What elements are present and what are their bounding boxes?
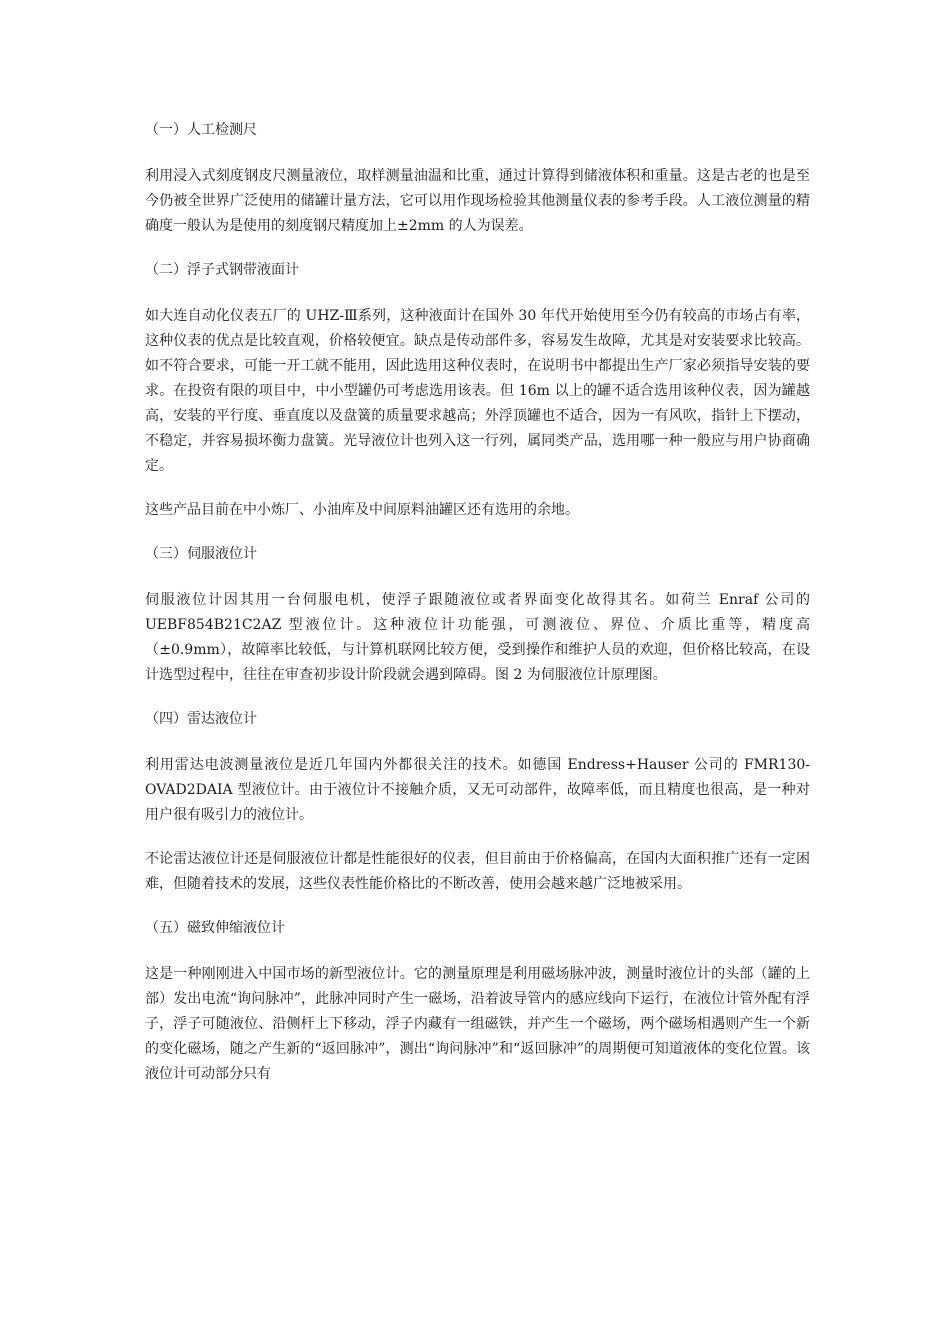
section-4-paragraph-1: 利用雷达电波测量液位是近几年国内外都很关注的技术。如德国 Endress+Hauser 公司的 FMR130-OVAD2DAIA 型液位计。由于液位计不接触介质，又无可动部件，故障率低，而且精度也很高，是一种对用户很有吸引力的液位计。	[145, 757, 810, 823]
section-4-paragraph-2: 不论雷达液位计还是伺服液位计都是性能很好的仪表，但目前由于价格偏高，在国内大面积推广还有一定困难，但随着技术的发展，这些仪表性能价格比的不断改善，使用会越来越广泛地被采用。	[145, 851, 810, 892]
section-2-paragraph-1: 如大连自动化仪表五厂的 UHZ-Ⅲ系列，这种液面计在国外 30 年代开始使用至今仍有较高的市场占有率，这种仪表的优点是比较直观，价格较便宜。缺点是传动部件多，容易发生故障，尤其是对安装要求比较高。如不符合要求，可能一开工就不能用，因此选用这种仪表时，在说明书中都提出生产厂家必须指导安装的要求。在投资有限的项目中，中小型罐仍可考虑选用该表。但 16m 以上的罐不适合选用该种仪表，因为罐越高，安装的平行度、垂直度以及盘簧的质量要求越高；外浮顶罐也不适合，因为一有风吹，指针上下摆动，不稳定，并容易损坏衡力盘簧。光导液位计也列入这一行列，属同类产品，选用哪一种一般应与用户协商确定。	[145, 308, 810, 474]
section-heading-1: （一）人工检测尺	[145, 122, 257, 138]
section-5-paragraph-1: 这是一种刚刚进入中国市场的新型液位计。它的测量原理是利用磁场脉冲波，测量时液位计的头部（罐的上部）发出电流“询问脉冲”，此脉冲同时产生一磁场，沿着波导管内的感应线向下运行，在液位计管外配有浮子，浮子可随液位、沿侧杆上下移动，浮子内藏有一组磁铁，并产生一个磁场，两个磁场相遇则产生一个新的变化磁场，随之产生新的“返回脉冲”，测出“询问脉冲”和“返回脉冲”的周期便可知道液体的变化位置。该液位计可动部分只有	[145, 966, 810, 1082]
document-body	[145, 118, 810, 1106]
section-2-paragraph-2: 这些产品目前在中小炼厂、小油库及中间原料油罐区还有选用的余地。	[145, 502, 579, 518]
section-heading-2: （二）浮子式钢带液面计	[145, 262, 299, 278]
section-heading-4: （四）雷达液位计	[145, 711, 257, 727]
section-1-paragraph-1: 利用浸入式刻度钢皮尺测量液位，取样测量油温和比重，通过计算得到储液体积和重量。这是古老的也是至今仍被全世界广泛使用的储罐计量方法，它可以用作现场检验其他测量仪表的参考手段。人工液位测量的精确度一般认为是使用的刻度钢尺精度加上±2mm 的人为误差。	[145, 168, 810, 234]
section-heading-3: （三）伺服液位计	[145, 546, 257, 562]
section-3-paragraph-1: 伺服液位计因其用一台伺服电机，使浮子跟随液位或者界面变化故得其名。如荷兰 Enraf 公司的 UEBF854B21C2AZ 型液位计。这种液位计功能强，可测液位、界位、介质比重等，精度高（±0.9mm），故障率比较低，与计算机联网比较方便，受到操作和维护人员的欢迎，但价格比较高，在设计选型过程中，往往在审查初步设计阶段就会遇到障碍。图 2 为伺服液位计原理图。	[145, 592, 810, 683]
section-heading-5: （五）磁致伸缩液位计	[145, 920, 285, 936]
